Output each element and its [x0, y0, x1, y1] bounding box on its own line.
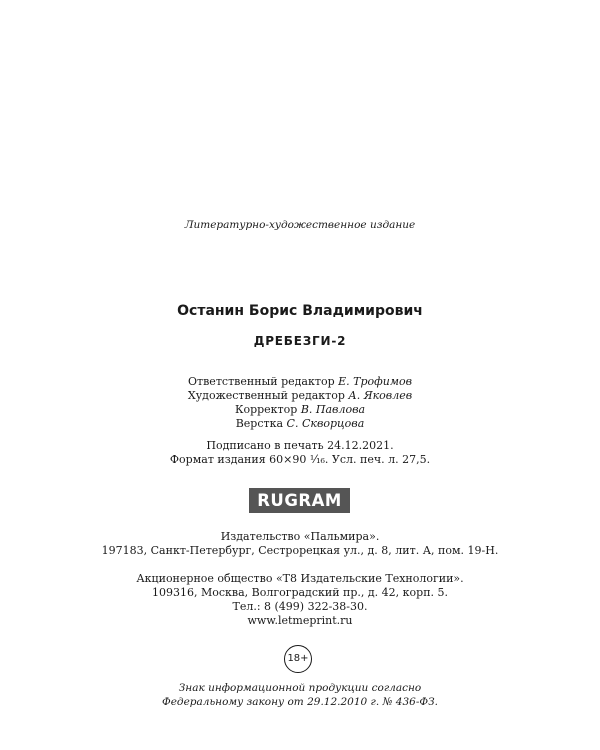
- print-format: Формат издания 60×90 ¹⁄₁₆. Усл. печ. л. 27,5.: [169, 453, 431, 466]
- print-signed-date: Подписано в печать 24.12.2021.: [206, 439, 394, 452]
- credit-line: [0, 375, 600, 389]
- author-name: Останин Борис Владимирович: [177, 303, 423, 319]
- credit-role: Ответственный редактор: [188, 375, 335, 388]
- publisher-name: Издательство «Пальмира».: [220, 530, 380, 543]
- credit-name: А. Яковлев: [348, 389, 413, 402]
- printer-phone: Тел.: 8 (499) 322-38-30.: [232, 600, 368, 613]
- law-notice-line: Федеральному закону от 29.12.2010 г. № 436-ФЗ.: [162, 696, 438, 708]
- credit-name: С. Скворцова: [286, 417, 365, 430]
- book-title: ДРЕБЕЗГИ-2: [253, 334, 347, 348]
- credit-line: [0, 417, 600, 431]
- edition-genre: Литературно-художественное издание: [184, 219, 416, 231]
- law-notice-line: Знак информационной продукции согласно: [178, 682, 422, 694]
- age-rating-badge: 18+: [284, 645, 312, 673]
- credit-name: Е. Трофимов: [338, 375, 412, 388]
- credit-role: Корректор: [234, 403, 298, 416]
- printer-website: www.letmeprint.ru: [247, 614, 353, 627]
- publisher-address: 197183, Санкт-Петербург, Сестрорецкая ул., д. 8, лит. А, пом. 19-Н.: [101, 544, 499, 557]
- credit-name: В. Павлова: [300, 403, 366, 416]
- publisher-logo: RUGRAM: [249, 488, 350, 513]
- printer-address: 109316, Москва, Волгоградский пр., д. 42, корп. 5.: [151, 586, 449, 599]
- credit-line: [0, 389, 600, 403]
- credit-role: Художественный редактор: [187, 389, 345, 402]
- credit-line: [0, 403, 600, 417]
- credit-role: Верстка: [235, 417, 284, 430]
- printer-name: Акционерное общество «Т8 Издательские Технологии».: [136, 572, 464, 585]
